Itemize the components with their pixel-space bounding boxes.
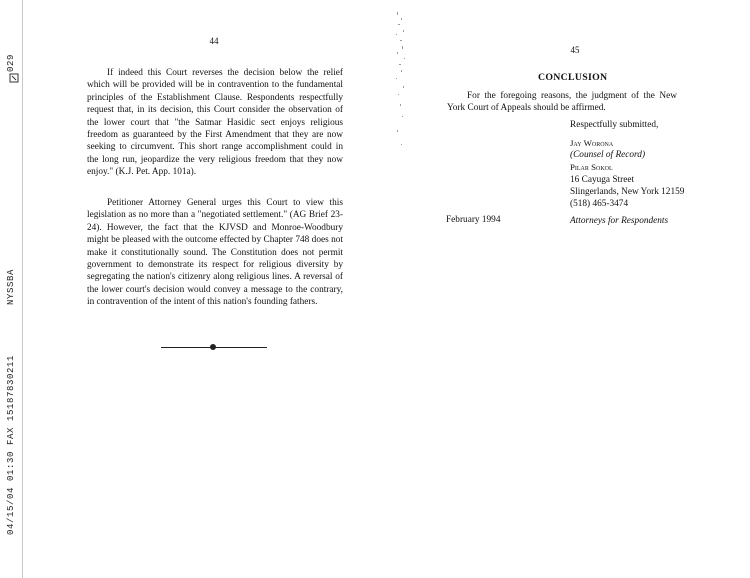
left-margin-line <box>22 0 23 578</box>
attorneys-title: Attorneys for Respondents <box>570 216 669 227</box>
left-paragraph-1: If indeed this Court reverses the decision below the relief which will be provided will be in contravention to the fundamental principles of the Establishment Clause. Respondents respectfully request that, in its decision, this Court consider the observation of the lower court that "the Satmar Hasidic sect enjoys religious freedom as guaranteed by the First Amendment that they are now seeking to circumvent. This short range accomplishment could in the long run, jeopardize the very religious freedom that they now enjoy." (K.J. Pet. App. 101a). <box>87 68 343 178</box>
address-street: 16 Cayuga Street <box>570 174 635 185</box>
counsel-name: Jay Worona <box>570 138 614 148</box>
signature-block <box>570 137 684 227</box>
closing-line: Respectfully submitted, <box>570 120 659 130</box>
address-city: Slingerlands, New York 12159 <box>570 186 685 197</box>
fax-header <box>6 30 22 550</box>
phone-number: (518) 465-3474 <box>570 199 629 210</box>
left-page-number: 44 <box>209 36 219 46</box>
fax-stamp: 04/15/04 01:30 FAX 15187830211 <box>6 354 16 535</box>
section-divider-ornament <box>210 344 216 350</box>
filing-date: February 1994 <box>446 215 501 225</box>
counsel-role: (Counsel of Record) <box>570 150 646 161</box>
conclusion-heading: CONCLUSION <box>538 72 608 83</box>
binding-gutter-speckle <box>393 12 409 162</box>
conclusion-body: For the foregoing reasons, the judgment of the New York Court of Appeals should be affirmed. <box>447 91 677 114</box>
fax-page-code: 029 <box>6 53 16 72</box>
co-counsel-name: Pilar Sokol <box>570 162 613 173</box>
fax-page-icon <box>9 73 19 83</box>
right-page-number: 45 <box>570 45 580 55</box>
fax-sender: NYSSBA <box>6 268 16 305</box>
left-paragraph-2: Petitioner Attorney General urges this Court to view this legislation as no more than a "negotiated settlement." (AG Brief 23-24). However, the fact that the KJVSD and Monroe-Woodbury might be pleased with the outcome effected by Chapter 748 does not make it constitutionally sound. The Constitution does not permit government to demonstrate its respect for religious diversity by segregating the nation's citizenry along religious lines. A reversal of the lower court's decision would convey a message to the contrary, in contravention of the intent of this nation's founding fathers. <box>87 198 343 308</box>
